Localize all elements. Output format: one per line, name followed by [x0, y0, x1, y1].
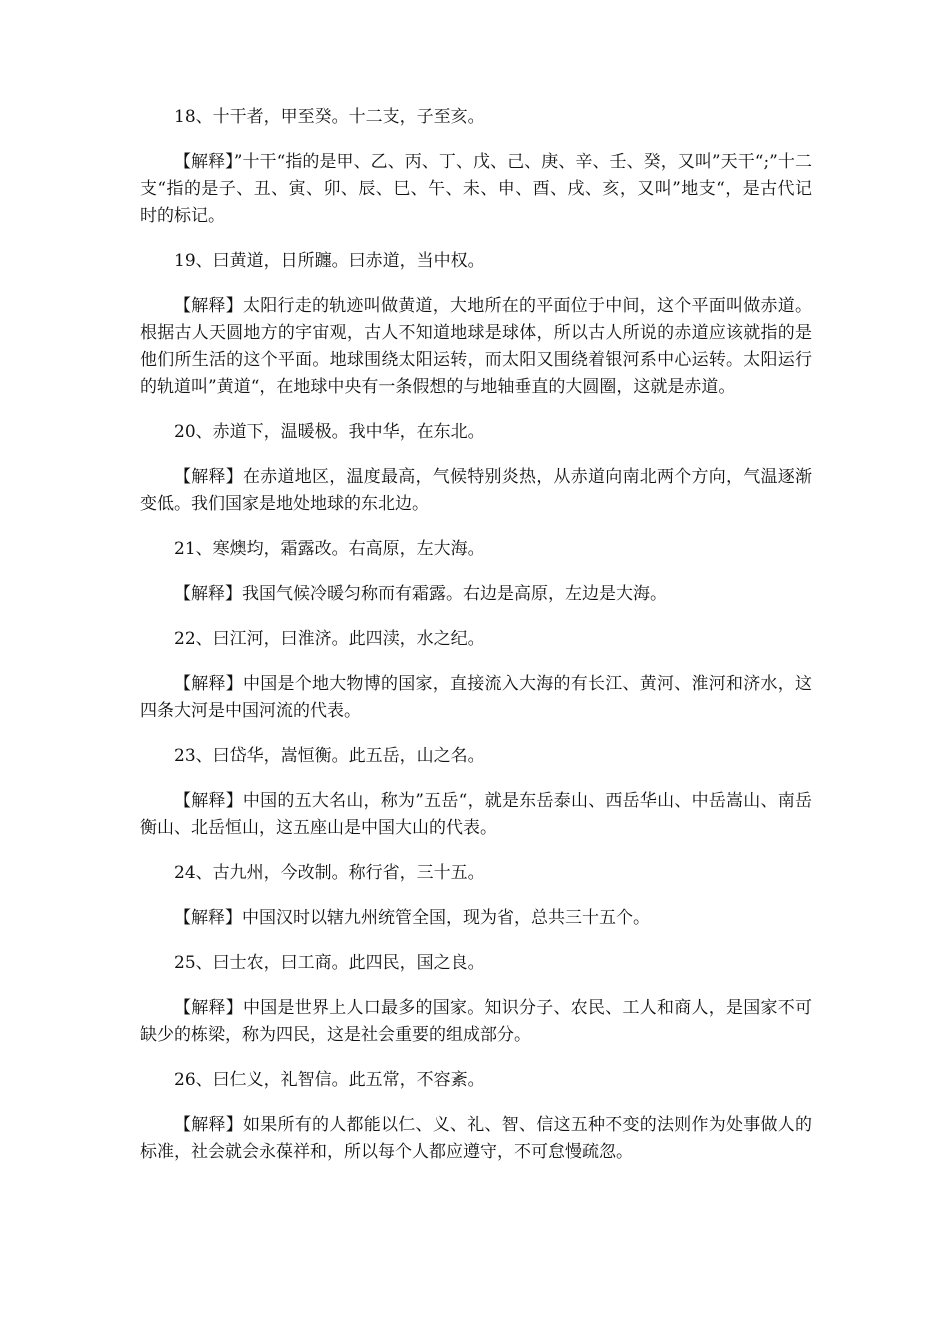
- entry-22: [140, 626, 812, 725]
- entry-19: [140, 248, 812, 401]
- verse-line: 25、曰士农，曰工商。此四民，国之良。: [174, 953, 485, 973]
- verse-line: 22、曰江河，曰淮济。此四渎，水之纪。: [174, 629, 485, 649]
- verse-line: 23、曰岱华，嵩恒衡。此五岳，山之名。: [174, 746, 485, 766]
- verse-line: 26、曰仁义，礼智信。此五常，不容紊。: [174, 1070, 485, 1090]
- explanation-paragraph: 【解释】中国是世界上人口最多的国家。知识分子、农民、工人和商人，是国家不可缺少的栋梁，称为四民，这是社会重要的组成部分。: [140, 998, 812, 1045]
- explanation-paragraph: 【解释】在赤道地区，温度最高，气候特别炎热，从赤道向南北两个方向，气温逐渐变低。我们国家是地处地球的东北边。: [140, 467, 812, 514]
- verse-line: 24、古九州，今改制。称行省，三十五。: [174, 863, 485, 883]
- explanation-paragraph: 【解释】中国的五大名山，称为”五岳“，就是东岳泰山、西岳华山、中岳嵩山、南岳衡山、北岳恒山，这五座山是中国大山的代表。: [140, 791, 812, 838]
- entry-26: [140, 1067, 812, 1166]
- entry-23: [140, 743, 812, 842]
- explanation-paragraph: 【解释】太阳行走的轨迹叫做黄道，大地所在的平面位于中间，这个平面叫做赤道。根据古人天圆地方的宇宙观，古人不知道地球是球体，所以古人所说的赤道应该就指的是他们所生活的这个平面。地球围绕太阳运转，而太阳又围绕着银河系中心运转。太阳运行的轨道叫”黄道“，在地球中央有一条假想的与地轴垂直的大圆圈，这就是赤道。: [140, 296, 812, 397]
- explanation-paragraph: 【解释】中国汉时以辖九州统管全国，现为省，总共三十五个。: [174, 908, 650, 928]
- verse-line: 21、寒燠均，霜露改。右高原，左大海。: [174, 539, 485, 559]
- explanation-paragraph: 【解释】”十干“指的是甲、乙、丙、丁、戊、己、庚、辛、壬、癸，又叫”天干“;”十二支“指的是子、丑、寅、卯、辰、巳、午、未、申、酉、戌、亥，又叫”地支“，是古代记时的标记。: [140, 152, 812, 226]
- entry-18: [140, 104, 812, 230]
- verse-line: 20、赤道下，温暖极。我中华，在东北。: [174, 422, 485, 442]
- explanation-paragraph: 【解释】如果所有的人都能以仁、义、礼、智、信这五种不变的法则作为处事做人的标准，社会就会永葆祥和，所以每个人都应遵守，不可怠慢疏忽。: [140, 1115, 812, 1162]
- explanation-paragraph: 【解释】中国是个地大物博的国家，直接流入大海的有长江、黄河、淮河和济水，这四条大河是中国河流的代表。: [140, 674, 812, 721]
- entry-24: [140, 860, 812, 932]
- entry-20: [140, 419, 812, 518]
- entry-21: [140, 536, 812, 608]
- verse-line: 18、十干者，甲至癸。十二支，子至亥。: [174, 107, 485, 127]
- document-page: [140, 104, 812, 1184]
- explanation-paragraph: 【解释】我国气候冷暖匀称而有霜露。右边是高原，左边是大海。: [174, 584, 667, 604]
- entry-25: [140, 950, 812, 1049]
- verse-line: 19、曰黄道，日所躔。曰赤道，当中权。: [174, 251, 485, 271]
